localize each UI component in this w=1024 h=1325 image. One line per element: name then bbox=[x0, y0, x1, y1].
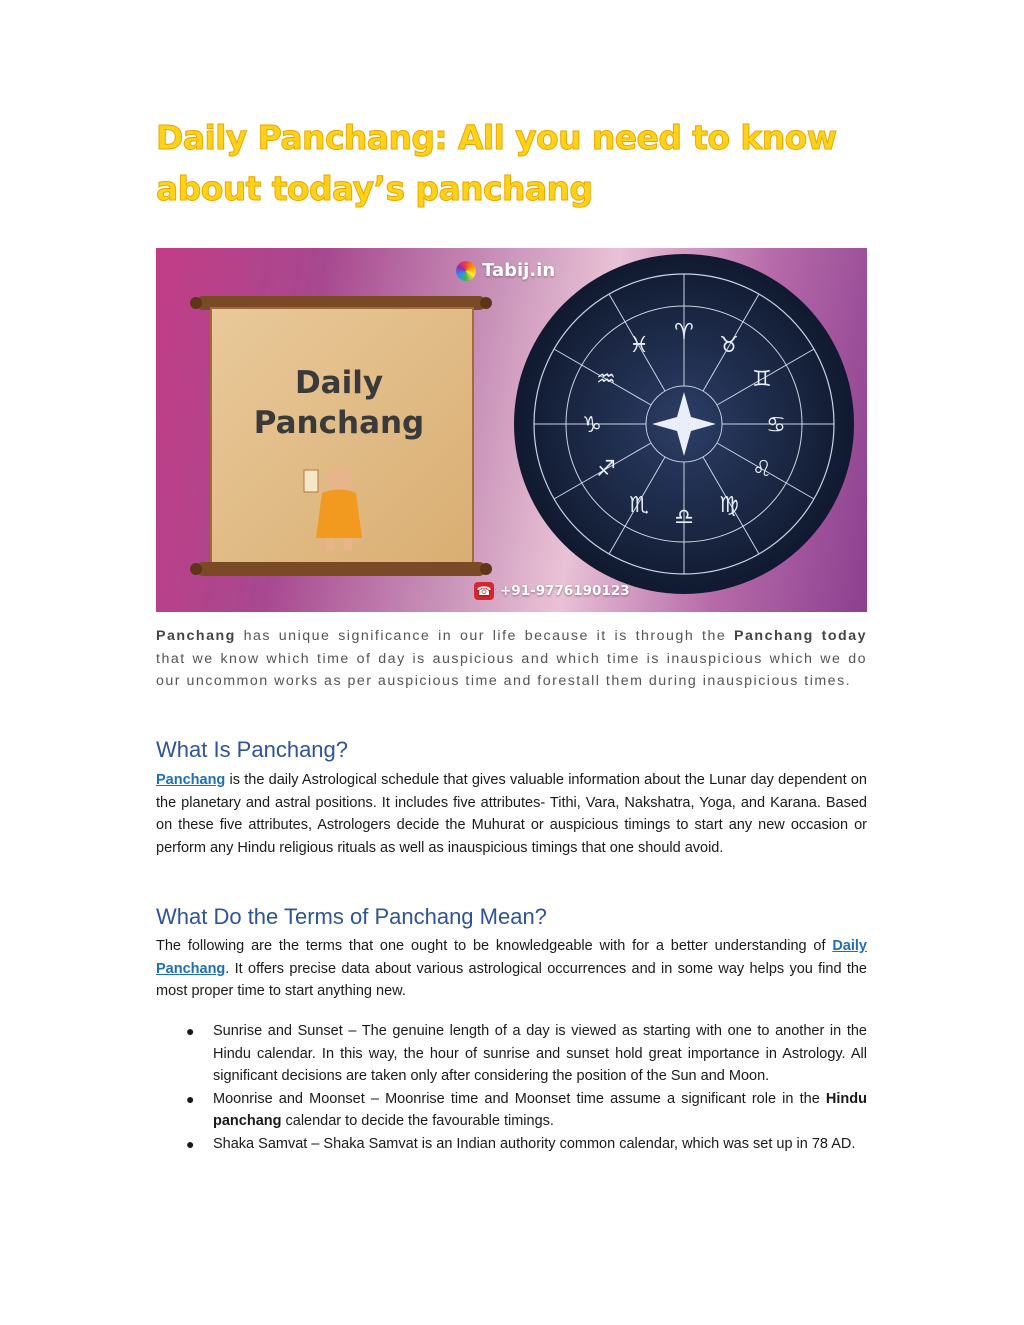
svg-text:♊: ♊ bbox=[752, 367, 772, 392]
terms-list bbox=[156, 1020, 867, 1155]
svg-text:♈: ♈ bbox=[674, 320, 694, 345]
section1-paragraph bbox=[156, 769, 867, 859]
intro-bold-1: Panchang bbox=[156, 628, 236, 644]
list-item bbox=[156, 1020, 867, 1088]
intro-paragraph bbox=[156, 625, 867, 693]
svg-text:♉: ♉ bbox=[719, 333, 739, 358]
list-item-text: Sunrise and Sunset – The genuine length of a day is viewed as starting with one to another in the Hindu calendar. In this way, the hour of sunrise and sunset hold great importance in Astrology. All significant decisions are taken only after considering the position of the Sun and Moon. bbox=[213, 1023, 867, 1084]
section-heading-what-is-panchang: What Is Panchang? bbox=[156, 737, 349, 762]
section2-paragraph bbox=[156, 935, 867, 1003]
section2-text-before: The following are the terms that one ought to be knowledgeable with for a better understanding of bbox=[156, 938, 833, 954]
svg-text:♌: ♌ bbox=[752, 457, 772, 482]
section-heading-terms: What Do the Terms of Panchang Mean? bbox=[156, 904, 547, 929]
zodiac-wheel bbox=[514, 254, 854, 594]
daily-panchang-link[interactable]: Daily Panchang bbox=[156, 938, 867, 977]
bullet-icon: ● bbox=[186, 1023, 195, 1039]
svg-text:♓: ♓ bbox=[629, 333, 649, 358]
brand-logo-icon bbox=[456, 261, 476, 281]
scroll-heading-line2: Panchang bbox=[253, 405, 425, 441]
bullet-icon: ● bbox=[186, 1090, 195, 1107]
svg-text:♍: ♍ bbox=[719, 493, 739, 518]
phone-icon: ☎ bbox=[474, 582, 494, 600]
list-item bbox=[156, 1133, 867, 1156]
scroll-heading bbox=[234, 363, 444, 443]
svg-text:♋: ♋ bbox=[766, 413, 786, 438]
section1-text: is the daily Astrological schedule that gives valuable information about the Lunar day dependent on the planetary and astral positions. It includes five attributes- Tithi, Vara, Nakshatra, Yoga, and Karana. Based on these five attributes, Astrologers decide the Muhurat or auspicious timings to start any new occasion or perform any Hindu religious rituals as well as inauspicious timings that one should avoid. bbox=[156, 772, 867, 856]
list-item-text: calendar to decide the favourable timings. bbox=[281, 1113, 554, 1129]
phone-number: +91-9776190123 bbox=[500, 583, 630, 599]
section2-text-after: . It offers precise data about various astrological occurrences and in some way helps you find the most proper time to start anything new. bbox=[156, 960, 867, 999]
list-item-text: Moonrise and Moonset – Moonrise time and Moonset time assume a significant role in the bbox=[213, 1090, 826, 1107]
document-page bbox=[156, 112, 867, 1152]
svg-text:♏: ♏ bbox=[629, 493, 649, 518]
bullet-icon: ● bbox=[186, 1135, 195, 1152]
svg-text:♐: ♐ bbox=[596, 457, 616, 482]
intro-text-1: has unique significance in our life because it is through the bbox=[235, 628, 735, 644]
brand-name: Tabij.in bbox=[482, 260, 556, 281]
panchang-link[interactable]: Panchang bbox=[156, 772, 226, 788]
intro-text-2: that we know which time of day is auspicious and which time is inauspicious which we do our uncommon works as per auspicious time and forestall them during inauspicious times. bbox=[156, 650, 867, 689]
scroll-heading-line1: Daily bbox=[294, 365, 384, 401]
hero-banner bbox=[156, 248, 867, 612]
list-item bbox=[156, 1088, 867, 1133]
list-item-text: Shaka Samvat – Shaka Samvat is an Indian authority common calendar, which was set up in 78 AD. bbox=[213, 1135, 856, 1152]
brand-logo bbox=[456, 260, 555, 281]
list-item-bold: Hindu panchang bbox=[213, 1090, 867, 1129]
svg-text:♑: ♑ bbox=[582, 413, 602, 438]
intro-bold-2: Panchang today bbox=[734, 628, 867, 644]
page-title: Daily Panchang: All you need to know about today’s panchang bbox=[156, 118, 837, 208]
phone-contact bbox=[474, 582, 630, 600]
svg-text:♒: ♒ bbox=[596, 367, 616, 392]
svg-text:♎: ♎ bbox=[674, 505, 694, 530]
